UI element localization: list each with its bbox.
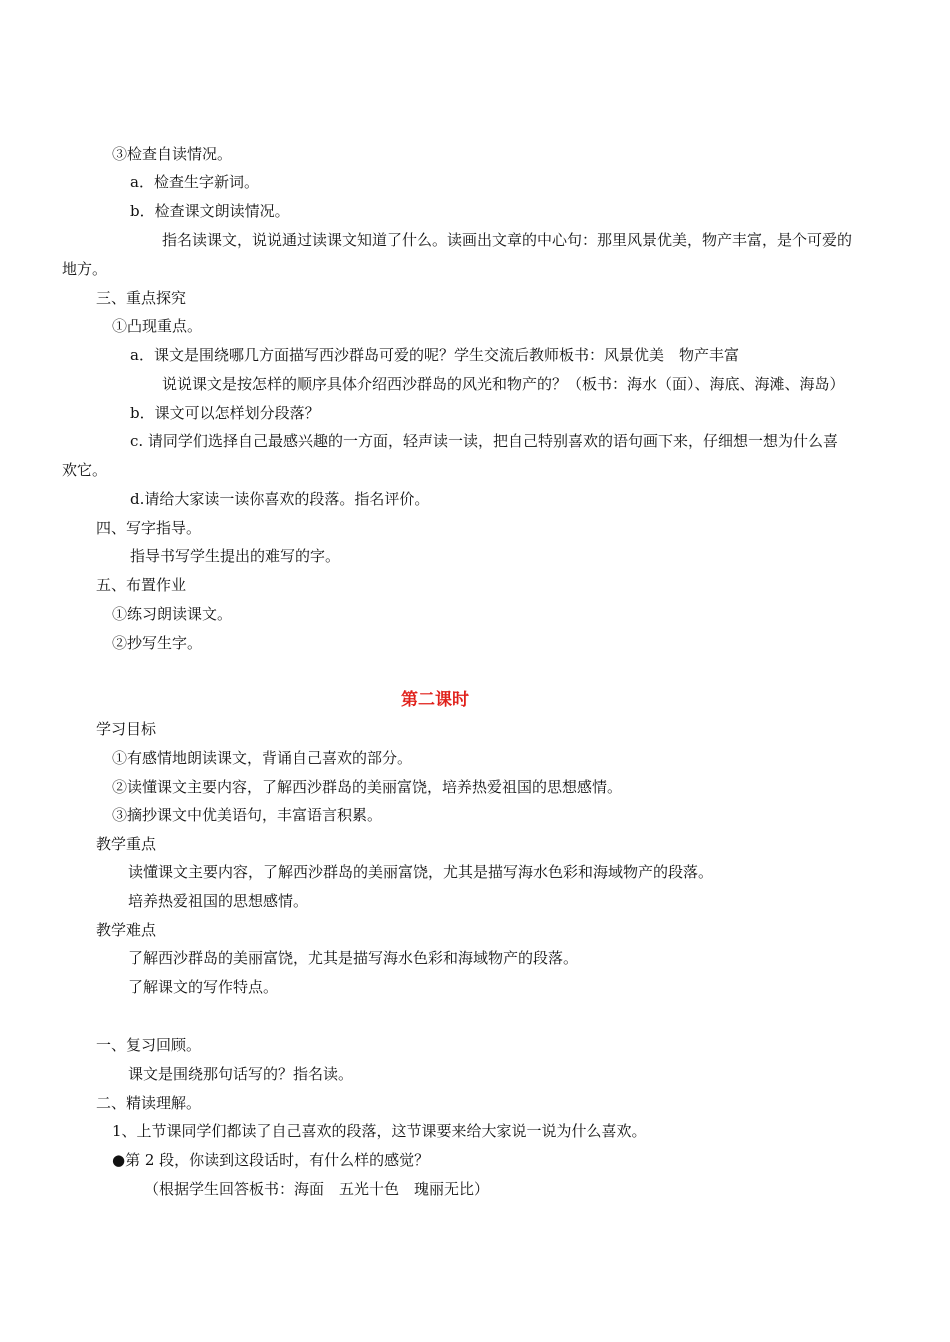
difficulty-heading: 教学难点 xyxy=(96,921,157,939)
check-self-reading: ③检查自读情况。 xyxy=(112,145,233,163)
part4-text: 指导书写学生提出的难写的字。 xyxy=(130,547,341,565)
part5-heading: 五、布置作业 xyxy=(96,576,187,594)
key-point-2: 培养热爱祖国的思想感情。 xyxy=(128,892,309,910)
lesson-2-title: 第二课时 xyxy=(401,690,469,710)
part3-item-a: a．课文是围绕哪几方面描写西沙群岛可爱的呢？学生交流后教师板书：风景优美 物产丰富 xyxy=(130,346,739,364)
goal-3: ③摘抄课文中优美语句，丰富语言积累。 xyxy=(112,806,383,824)
part5-item-1: ①练习朗读课文。 xyxy=(112,605,233,623)
key-points-heading: 教学重点 xyxy=(96,835,157,853)
goal-1: ①有感情地朗读课文，背诵自己喜欢的部分。 xyxy=(112,749,413,767)
intensive-reading-item-1: 1、上节课同学们都读了自己喜欢的段落，这节课要来给大家说一说为什么喜欢。 xyxy=(112,1122,647,1140)
part3-item-a-2: 说说课文是按怎样的顺序具体介绍西沙群岛的风光和物产的？（板书：海水（面）、海底、海滩、海岛） xyxy=(162,375,845,393)
part5-item-2: ②抄写生字。 xyxy=(112,634,203,652)
goal-2: ②读懂课文主要内容，了解西沙群岛的美丽富饶，培养热爱祖国的思想感情。 xyxy=(112,778,623,796)
check-new-words: a．检查生字新词。 xyxy=(130,173,259,191)
goals-heading: 学习目标 xyxy=(96,720,157,738)
check-reading-aloud: b．检查课文朗读情况。 xyxy=(130,202,290,220)
part3-item-b: b．课文可以怎样划分段落？ xyxy=(130,404,320,422)
paragraph-2-question: ●第 2 段，你读到这段话时，有什么样的感觉？ xyxy=(112,1151,430,1169)
difficulty-1: 了解西沙群岛的美丽富饶，尤其是描写海水色彩和海域物产的段落。 xyxy=(128,949,579,967)
part4-heading: 四、写字指导。 xyxy=(96,519,202,537)
read-text-line-1: 指名读课文，说说通过读课文知道了什么。读画出文章的中心句：那里风景优美，物产丰富，是个可爱的 xyxy=(162,231,853,249)
difficulty-2: 了解课文的写作特点。 xyxy=(128,978,279,996)
part3-heading: 三、重点探究 xyxy=(96,289,187,307)
review-heading: 一、复习回顾。 xyxy=(96,1036,202,1054)
review-text: 课文是围绕那句话写的？指名读。 xyxy=(128,1065,354,1083)
part3-item-d: d.请给大家读一读你喜欢的段落。指名评价。 xyxy=(130,490,430,508)
intensive-reading-heading: 二、精读理解。 xyxy=(96,1094,202,1112)
board-note: （根据学生回答板书：海面 五光十色 瑰丽无比） xyxy=(144,1180,490,1198)
read-text-line-2: 地方。 xyxy=(62,260,108,278)
key-point-1: 读懂课文主要内容，了解西沙群岛的美丽富饶，尤其是描写海水色彩和海域物产的段落。 xyxy=(128,863,714,881)
part3-item-c-line-2: 欢它。 xyxy=(62,461,108,479)
part3-item-c-line-1: c. 请同学们选择自己最感兴趣的一方面，轻声读一读，把自己特别喜欢的语句画下来，仔细想一想为什么喜 xyxy=(130,432,838,450)
part3-item-1: ①凸现重点。 xyxy=(112,317,203,335)
